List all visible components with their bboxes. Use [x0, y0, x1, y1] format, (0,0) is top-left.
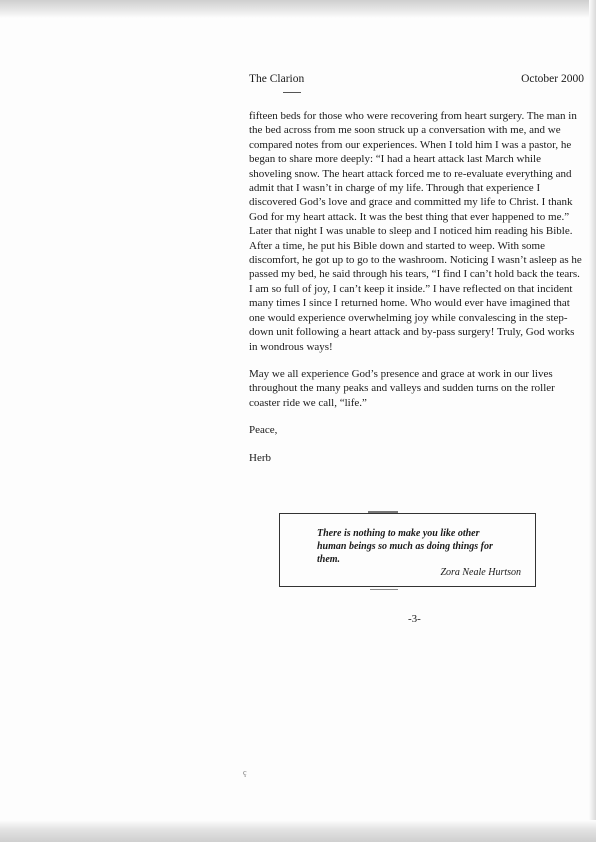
- page-number: -3-: [408, 613, 421, 625]
- page-header: [249, 73, 584, 85]
- scan-speck: ç: [243, 768, 247, 777]
- publication-date: October 2000: [521, 73, 584, 85]
- quote-box: [279, 513, 536, 587]
- body-paragraph-1: fifteen beds for those who were recovering from heart surgery. The man in the bed across from me soon struck up a conversation with me, and we compared notes from our experiences. When I told him I was a pastor, he began to share more deeply: “I had a heart attack last March while shoveling snow. The heart attack forced me to re-evaluate everything and admit that I wasn’t in charge of my life. Through that experience I discovered God’s love and grace and committed my life to Christ. I thank God for my heart attack. It was the best thing that ever happened to me.” Later that night I was unable to sleep and I noticed him reading his Bible. After a time, he put his Bible down and started to weep. With some discomfort, he got up to go to the washroom. Noticing I wasn’t asleep as he passed my bed, he said through his tears, “I find I can’t hold back the tears. I am so full of joy, I can’t keep it inside.” I have reflected on that incident many times I since I returned home. Who would ever have imagined that one would experience overwhelming joy while convalescing in the step-down unit following a heart attack and by-pass surgery! Truly, God works in wondrous ways!: [249, 110, 582, 353]
- scan-edge-top: [0, 0, 596, 18]
- header-rule: [283, 92, 301, 93]
- box-mark-bottom: [370, 589, 398, 590]
- signature: Herb: [249, 451, 271, 464]
- body-paragraph-2: May we all experience God’s presence and grace at work in our lives throughout the many peaks and valleys and sudden turns on the roller coaster ride we call, “life.”: [249, 367, 555, 409]
- article-body: [249, 109, 585, 478]
- publication-title: The Clarion: [249, 73, 305, 85]
- scan-edge-right: [589, 0, 596, 842]
- closing-line: Peace,: [249, 424, 278, 437]
- quote-text: There is nothing to make you like other human beings so much as doing things for them.: [317, 528, 493, 565]
- quote-author: Zora Neale Hurtson: [440, 567, 521, 578]
- scan-edge-bottom: [0, 820, 596, 842]
